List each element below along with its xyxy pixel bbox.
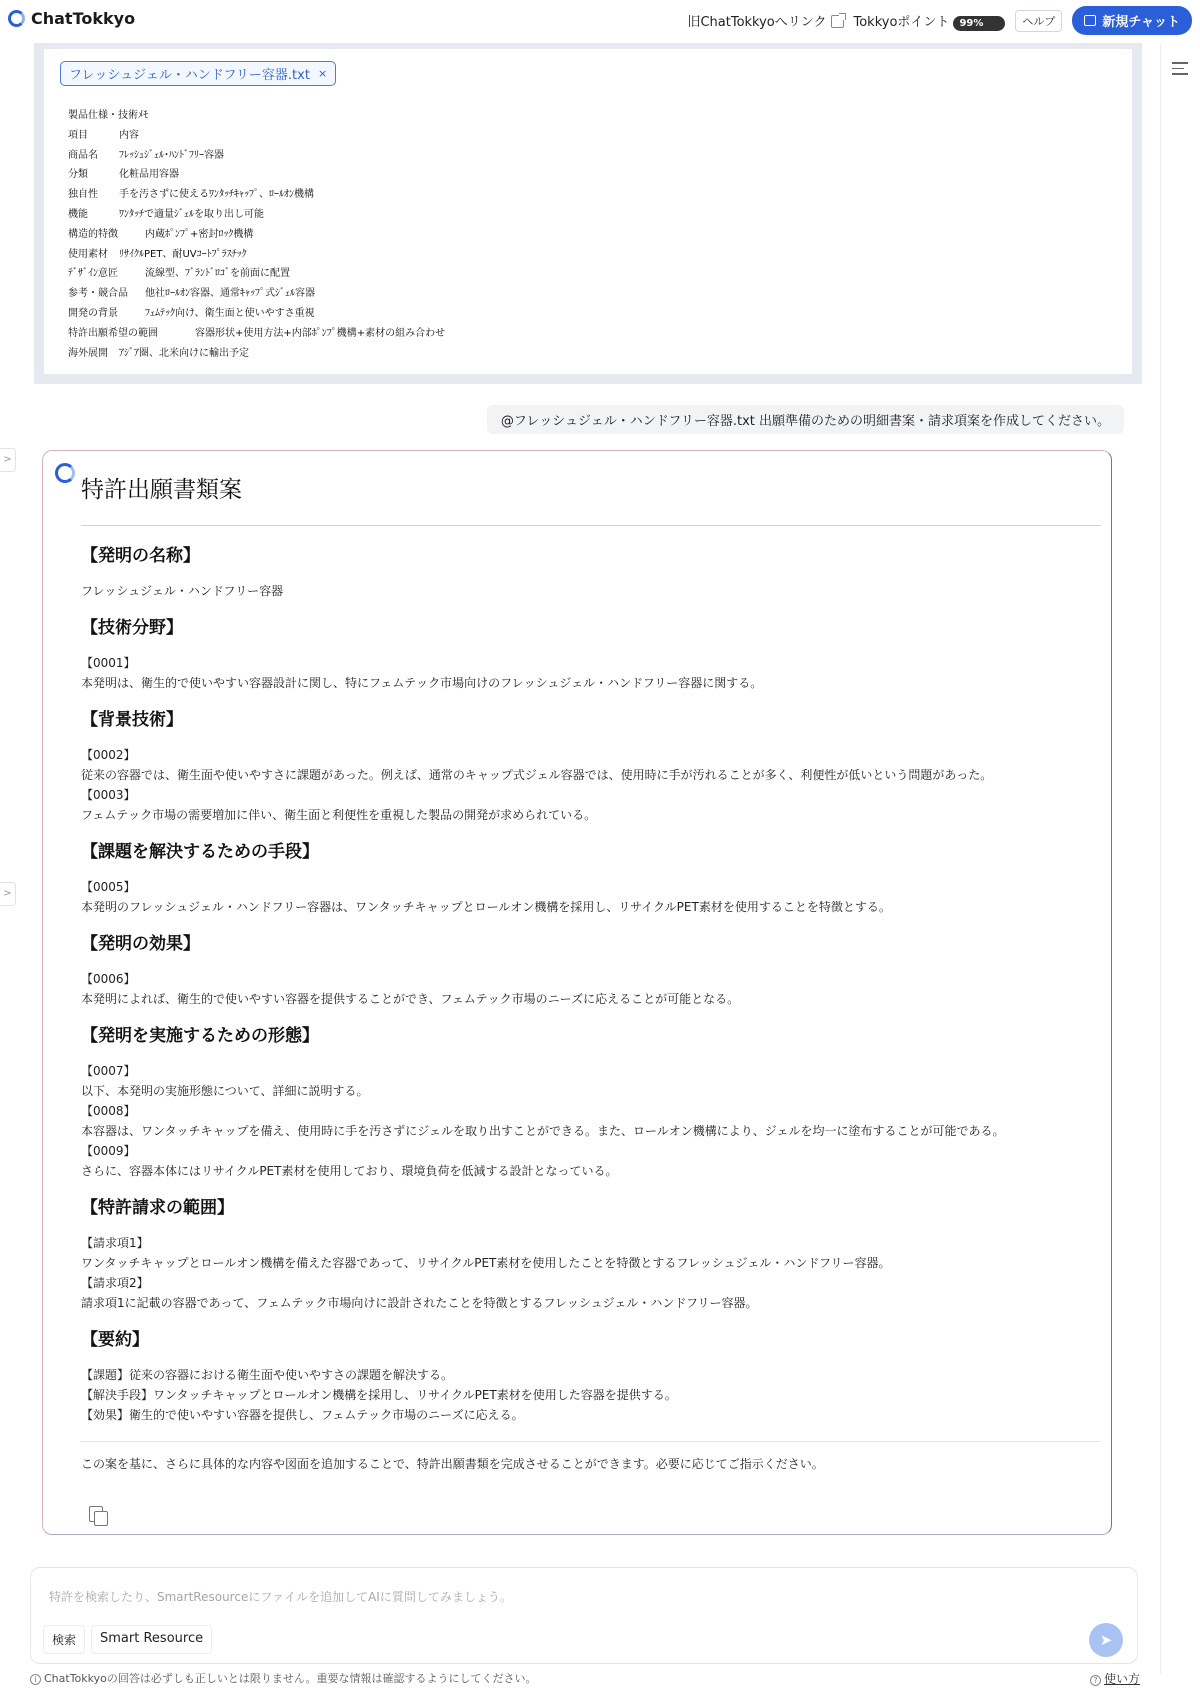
points-label: Tokkyoポイント [853, 14, 950, 30]
memo-value: ﾜﾝﾀｯﾁで適量ｼﾞｪﾙを取り出し可能 [119, 208, 264, 220]
attached-file-name: フレッシュジェル・ハンドフリー容器.txt [69, 68, 310, 83]
section-title: 【発明の名称】 [81, 546, 200, 566]
abstract-effect: 【効果】衛生的で使いやすい容器を提供し、フェムテック市場のニーズに応える。 [81, 1408, 524, 1422]
chat-input[interactable]: 特許を検索したり、SmartResourceにファイルを追加してAIに質問してみましょう。 [49, 1590, 512, 1604]
memo-row [68, 245, 1116, 265]
top-header [0, 0, 1200, 37]
abstract-means: 【解決手段】ワンタッチキャップとロールオン機構を採用し、リサイクルPET素材を使用した容器を提供する。 [81, 1388, 677, 1402]
closing-text: この案を基に、さらに具体的な内容や図面を追加することで、特許出願書類を完成させることができます。必要に応じてご指示ください。 [81, 1457, 824, 1471]
memo-key: 参考・競合品 [68, 288, 128, 300]
expand-left-panel-arrow-icon-2[interactable]: > [0, 882, 16, 906]
logo-icon [8, 10, 25, 27]
memo-key: 独自性 [68, 189, 98, 201]
question-icon: ? [1090, 1675, 1101, 1686]
header-actions [687, 6, 1192, 35]
answer-body [81, 543, 1106, 1474]
paragraph: さらに、容器本体にはリサイクルPET素材を使用しており、環境負荷を低減する設計となっている。 [81, 1164, 618, 1178]
memo-key: 海外展開 [68, 347, 108, 359]
memo-row [68, 304, 1116, 324]
attached-file-chip[interactable] [60, 61, 336, 86]
memo-value: 流線型、ﾌﾞﾗﾝﾄﾞﾛｺﾞを前面に配置 [145, 268, 290, 280]
memo-key: 特許出願希望の範囲 [68, 327, 158, 339]
memo-key: 使用素材 [68, 248, 108, 260]
memo-value: ﾌｪﾑﾃｯｸ向け、衛生面と使いやすさ重視 [145, 307, 315, 319]
memo-key: 商品名 [68, 149, 98, 161]
memo-value: 化粧品用容器 [119, 169, 179, 181]
search-button[interactable]: 検索 [43, 1625, 85, 1654]
points-badge: 99% [953, 16, 1005, 31]
right-sidebar [1160, 44, 1200, 1674]
paragraph: 従来の容器では、衛生面や使いやすさに課題があった。例えば、通常のキャップ式ジェル容器では、使用時に手が汚れることが多く、利便性が低いという問題があった。 [81, 768, 993, 782]
memo-value: 他社ﾛｰﾙｵﾝ容器、通常ｷｬｯﾌﾟ式ｼﾞｪﾙ容器 [145, 288, 315, 300]
app-logo-text[interactable]: ChatTokkyo [31, 9, 136, 28]
chat-input-box [30, 1567, 1138, 1664]
paragraph: 本容器は、ワンタッチキャップを備え、使用時に手を汚さずにジェルを取り出すことができる。また、ロールオン機構により、ジェルを均一に塗布することが可能である。 [81, 1124, 1005, 1138]
file-preview-content [44, 49, 1132, 374]
memo-value: 内蔵ﾎﾟﾝﾌﾟ+密封ﾛｯｸ機構 [145, 228, 254, 240]
info-icon: i [30, 1674, 41, 1685]
chat-icon [1084, 15, 1096, 26]
paragraph-number: 【0007】 [81, 1064, 136, 1078]
expand-left-panel-arrow-icon[interactable]: > [0, 448, 16, 472]
user-message-bubble: @フレッシュジェル・ハンドフリー容器.txt 出願準備のための明細書案・請求項案を作成してください。 [487, 405, 1124, 434]
disclaimer [30, 1670, 537, 1686]
memo-value: ｱｼﾞｱ圏、北米向けに輸出予定 [119, 347, 249, 359]
section-title: 【要約】 [81, 1330, 149, 1350]
menu-icon[interactable] [1172, 62, 1188, 79]
memo-row [68, 264, 1116, 284]
memo-row [68, 126, 1116, 146]
memo-row [68, 225, 1116, 245]
assistant-avatar-icon [55, 463, 75, 483]
memo-key: ﾃﾞｻﾞｲﾝ意匠 [68, 268, 118, 280]
memo-key: 機能 [68, 208, 88, 220]
external-link-icon [831, 15, 844, 28]
new-chat-button[interactable] [1072, 6, 1192, 35]
claim-number: 【請求項2】 [81, 1276, 149, 1290]
memo-value: 内容 [119, 129, 139, 141]
paragraph-number: 【0006】 [81, 972, 136, 986]
section-title: 【背景技術】 [81, 710, 183, 730]
memo-row [68, 324, 1116, 344]
memo-value: 容器形状+使用方法+内部ﾎﾟﾝﾌﾟ機構+素材の組み合わせ [195, 327, 446, 339]
paragraph-number: 【0005】 [81, 880, 136, 894]
paragraph: 本発明のフレッシュジェル・ハンドフリー容器は、ワンタッチキャップとロールオン機構を採用し、リサイクルPET素材を使用することを特徴とする。 [81, 900, 891, 914]
paragraph: 本発明は、衛生的で使いやすい容器設計に関し、特にフェムテック市場向けのフレッシュジェル・ハンドフリー容器に関する。 [81, 676, 763, 690]
usage-help-link[interactable] [1090, 1670, 1140, 1687]
help-button[interactable]: ヘルプ [1015, 10, 1062, 32]
old-site-link-label[interactable]: 旧ChatTokkyoへリンク [687, 15, 827, 30]
input-tools [43, 1625, 212, 1654]
memo-key: 分類 [68, 169, 88, 181]
claim-text: ワンタッチキャップとロールオン機構を備えた容器であって、リサイクルPET素材を使用したことを特徴とするフレッシュジェル・ハンドフリー容器。 [81, 1256, 891, 1270]
section-title: 【発明を実施するための形態】 [81, 1026, 319, 1046]
paragraph-number: 【0002】 [81, 748, 136, 762]
section-title: 【特許請求の範囲】 [81, 1198, 234, 1218]
paragraph-number: 【0003】 [81, 788, 136, 802]
memo-title: 製品仕様・技術ﾒﾓ [68, 110, 148, 121]
memo-key: 構造的特徴 [68, 228, 118, 240]
memo-key: 開発の背景 [68, 307, 118, 319]
closing-divider [81, 1441, 1101, 1442]
memo-row [68, 146, 1116, 166]
paragraph-number: 【0009】 [81, 1144, 136, 1158]
memo-value: ﾘｻｲｸﾙPET、耐UVｺｰﾄﾌﾟﾗｽﾁｯｸ [119, 248, 247, 260]
memo-key: 項目 [68, 129, 88, 141]
claim-number: 【請求項1】 [81, 1236, 149, 1250]
smart-resource-button[interactable]: Smart Resource [91, 1625, 212, 1654]
paragraph: 以下、本発明の実施形態について、詳細に説明する。 [81, 1084, 369, 1098]
abstract-problem: 【課題】従来の容器における衛生面や使いやすさの課題を解決する。 [81, 1368, 454, 1382]
claim-text: 請求項1に記載の容器であって、フェムテック市場向けに設計されたことを特徴とするフレッシュジェル・ハンドフリー容器。 [81, 1296, 758, 1310]
paragraph: フェムテック市場の需要増加に伴い、衛生面と利便性を重視した製品の開発が求められている。 [81, 808, 597, 822]
spec-memo [68, 106, 1116, 363]
section-title: 【課題を解決するための手段】 [81, 842, 319, 862]
copy-icon[interactable] [89, 1506, 103, 1522]
usage-help-label[interactable]: 使い方 [1103, 1672, 1140, 1686]
assistant-answer-card [42, 450, 1112, 1535]
paragraph: 本発明によれば、衛生的で使いやすい容器を提供することができ、フェムテック市場のニーズに応えることが可能となる。 [81, 992, 740, 1006]
memo-row [68, 185, 1116, 205]
paragraph: フレッシュジェル・ハンドフリー容器 [81, 584, 284, 598]
points-indicator [854, 11, 1006, 31]
section-title: 【技術分野】 [81, 618, 183, 638]
memo-row [68, 205, 1116, 225]
memo-value: ﾌﾚｯｼｭｼﾞｪﾙ･ﾊﾝﾄﾞﾌﾘｰ容器 [119, 149, 224, 161]
memo-row [68, 284, 1116, 304]
new-chat-label: 新規チャット [1102, 15, 1180, 30]
disclaimer-text: ChatTokkyoの回答は必ずしも正しいとは限りません。重要な情報は確認するようにしてください。 [44, 1672, 537, 1685]
remove-file-icon[interactable]: × [317, 67, 328, 80]
title-divider [81, 525, 1101, 526]
old-site-link[interactable] [687, 11, 843, 30]
send-icon[interactable]: ➤ [1089, 1623, 1123, 1657]
file-preview-panel [34, 43, 1142, 384]
memo-value: 手を汚さずに使えるﾜﾝﾀｯﾁｷｬｯﾌﾟ、ﾛｰﾙｵﾝ機構 [119, 189, 314, 201]
paragraph-number: 【0001】 [81, 656, 136, 670]
memo-row [68, 165, 1116, 185]
memo-row [68, 344, 1116, 364]
answer-title: 特許出願書類案 [81, 477, 242, 503]
paragraph-number: 【0008】 [81, 1104, 136, 1118]
section-title: 【発明の効果】 [81, 934, 200, 954]
